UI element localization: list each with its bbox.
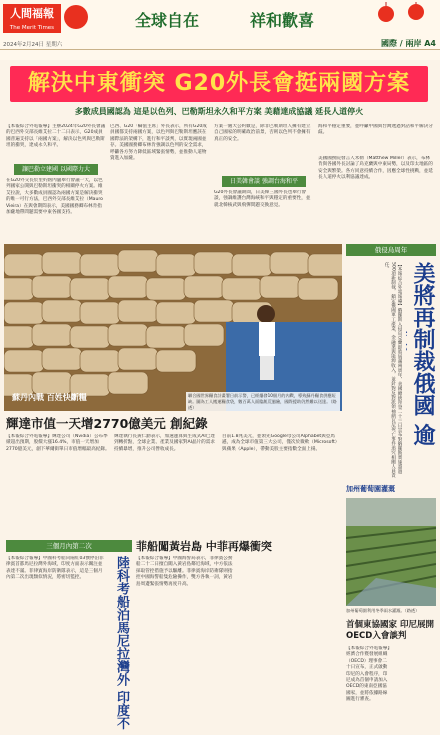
russia-tag: 俄侵烏周年 — [346, 244, 436, 256]
grape-photo — [346, 498, 436, 606]
lead-col2: 巴西、G20「輪值主席」外長表示，所有G20成員國都支持兩國方案，以色列與巴勒斯坦應該在國際法的架構下，進行和平談判，以實現兩國並存。美國國務卿布林肯強調以色列的安全需求，呼籲各方努力降低區域緊張情勢，並推動人道物資進入加薩。 — [110, 124, 207, 162]
lead-col4: 海和平穩定重要，並呼籲中國與台灣透過對話和平解決分歧。 — [318, 124, 433, 136]
scarborough-col2 — [240, 556, 340, 734]
russia-headline: 美將再制裁俄國 逾 — [410, 262, 435, 446]
lead-headline: 解決中東衝突 G20外長會挺兩國方案 — [27, 71, 411, 96]
slogan-right: 祥和歡喜 — [250, 11, 315, 30]
logo-english: The Merit Times — [3, 24, 61, 33]
grain-sacks-image — [4, 244, 342, 411]
lead-col1-subhead: 讓巴勒立建國 以國際力大 — [14, 164, 98, 175]
photo-caption: 聯合國世界糧食計畫署日前示警，已經爆發10個月的內戰，導致蘇丹糧食供應短缺。圖為工人搬運糧食袋，數百萬人面臨飢荒風險，國際援助仍然難以送達。（路透） — [186, 392, 340, 411]
nvidia-headline: 輝達市值一天增2770億美元 創紀錄 — [6, 416, 208, 431]
grape-caption: 加州葡萄園利用冬季雨水灌溉。（路透） — [346, 608, 420, 613]
lead-col1: 【本報綜合外電報導】主辦2024年G20外長會議的巴西外交部長維艾拉二十二日表示，G20成員國普遍支持以「兩國方案」，解決以色列與巴勒斯坦的衝突，達成永久和平。 — [6, 124, 106, 149]
ph-tag: 三個月內第二次 — [6, 540, 132, 552]
russia-body: 【本報綜合外電報導】俄羅斯入侵烏克蘭即將屆滿兩周年，美國總統拜登二十三日宣布對俄羅斯實施超過500項新制裁，鎖定俄國軍工產業、金融業與能源收入，並針對反對派領袖納瓦尼死亡事件追究相關人員責任。 — [384, 262, 402, 478]
issue-date: 2024年2月24日 星期六 — [3, 42, 63, 48]
lead-headline-band — [10, 66, 428, 102]
scarborough-col1: 【本報綜合報導】中國海警局表示，菲律賓公務船二十二日擅自闖入黃岩島鄰近海域，中方依法採取管控措施予以驅離。菲律賓海岸防衛隊則指控中國海警船隻危險操作，雙方各執一詞，黃岩島周邊緊張情勢再度升高。 — [136, 556, 233, 587]
lead-col3b: G20外長會議期間，日美韓三國外長也舉行會談，強調維護台灣海峽和平與穩定的重要性，並就北韓核武與飛彈問題交換意見。 — [214, 190, 311, 208]
oecd-headline: 首個東協國家 印尼展開OECD入會談判 — [346, 620, 434, 641]
lead-subhead: 多數成員國認為 這是以色列、巴勒斯坦永久和平方案 美藉達成協議 延長人道停火 — [74, 107, 364, 116]
scarborough-headline: 菲船闖黃岩島 中菲再爆衝突 — [136, 540, 272, 553]
ph-body: 【本報綜合報導】中國科考船向陽紅03號停泊菲律賓首都馬尼拉灣外海域，印度方面表示關注並表達不滿。菲律賓海岸防衛隊表示，這是三個月內第二次出現類似情況，將密切監控。 — [6, 556, 104, 581]
section-label: 國際 / 兩岸 A4 — [380, 39, 436, 48]
masthead-divider — [0, 49, 440, 50]
grape-label: 加州葡萄園灌溉 — [346, 485, 395, 493]
vineyard-image — [346, 498, 436, 606]
logo-seal-icon — [64, 5, 88, 29]
lead-col4b: 美國國務院發言人米勒（Matthew Miller）表示，布林肯與各國外長討論了烏克蘭與中東局勢，以及印太地區的安全與繁榮。各方同意持續合作，因應全球性挑戰，並延長人道停火以利協議達成。 — [318, 156, 433, 181]
sudan-photo — [4, 244, 342, 411]
nvidia-col2: 輝達執行長黃仁勳表示，加速運算與生成式AI已達到轉折點，全球企業、產業及國家對AI晶片的需求持續暴增，推升公司營收成長。 — [114, 434, 215, 452]
nvidia-col3: 目前1.8兆美元，並領先Google母公司Alphabet與亞馬遜，成為全球市值第三大公司，僅次於微軟（Microsoft）與蘋果（Apple），帶動美股主要指數全面上揚。 — [222, 434, 340, 452]
nvidia-col1: 【本報綜合外電報導】輝達公司（Nvidia）公布季績超出預期，股價大漲16.4%，市值一天增加2770億美元，創下華爾街單日市值增幅最高紀錄。 — [6, 434, 110, 452]
logo: 人間福報 — [3, 4, 61, 24]
lead-col3-subhead: 日美韓會談 強調台海和平 — [222, 176, 306, 187]
lantern-decoration — [372, 2, 436, 28]
lead-col3: 方案一處大公約數是，除非巴勒斯坦人擁有建立自己國家的明確政治前景，否則以色列不會擁有真正的安全。 — [214, 124, 311, 142]
ph-headline: 陸科考船泊馬尼拉灣外 印度不 — [114, 556, 129, 730]
slogan-left: 全球自在 — [135, 11, 200, 30]
oecd-col1: 【本報綜合外電報導】經濟合作暨發展組織（OECD）理事會二十日宣布，正式啟動印尼的入會程序，印尼成為首個申請加入OECD的東南亞國協國家，並將依據路線圖進行審查。 — [346, 646, 390, 703]
lead-col1b: 在G20外交長於里約熱內盧舉行會議一天，以色列國家公開與巴勒斯坦衝突的相關停火方案。維艾拉說，大多數成員國認為兩國方案是解決衝突的唯一可行方法，巴西外交部長維艾拉（Mauro Vieira）在與會期間表示，美國國務卿布林肯指加薩地帶問題需要中東各國支持。 — [6, 178, 103, 216]
photo-label: 蘇丹內戰 百姓快斷糧 — [12, 393, 87, 402]
masthead — [0, 0, 440, 60]
oecd-col2 — [392, 646, 436, 734]
